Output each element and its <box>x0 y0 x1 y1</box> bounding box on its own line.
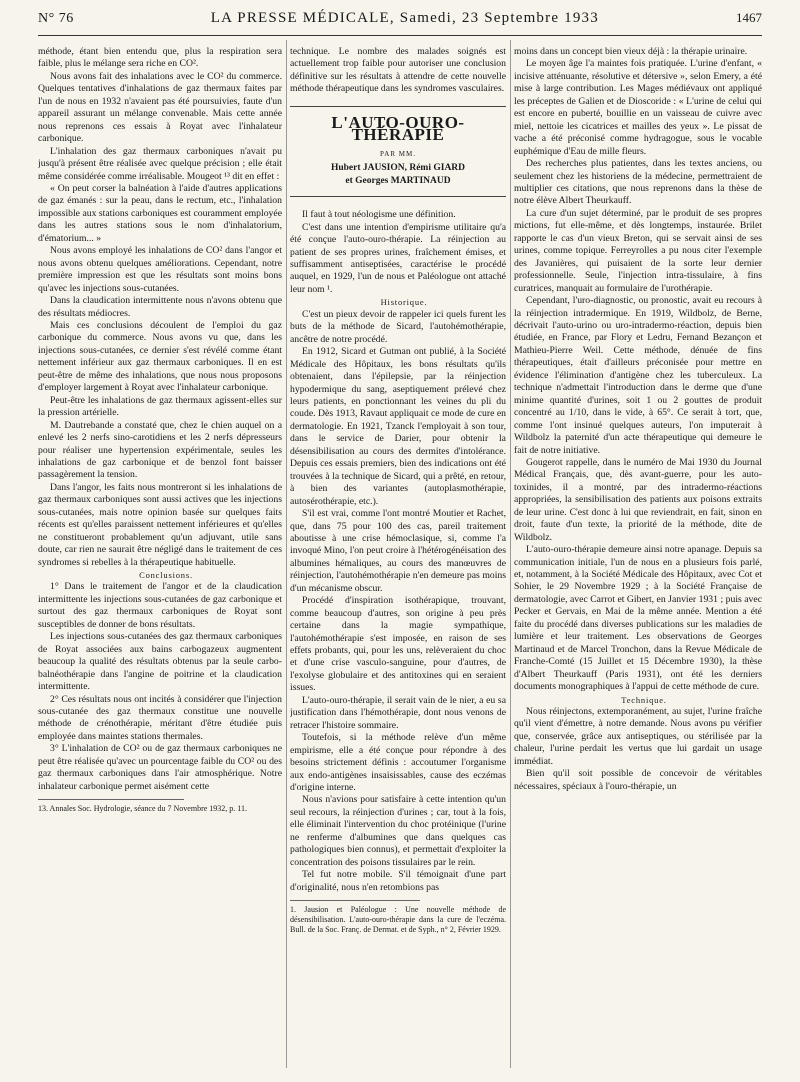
paragraph: 3° L'inhalation de CO² ou de gaz thermaux carboniques ne peut être réalisée qu'avec un pourcentage faible du CO² ou des gaz thermaux carboniques dans l'air atmosphérique. Notre inhalateur carbonique permet aisément cette <box>38 743 282 792</box>
paragraph: Tel fut notre mobile. S'il témoignait d'une part d'originalité, nous n'en retombions pas <box>290 869 506 893</box>
column-2 <box>290 46 506 1064</box>
paragraph: Nous avons fait des inhalations avec le CO² du commerce. Quelques tentatives d'inhalations de gaz thermaux faites par l'un de nous en 1932 n'avaient pas été poursuivies, faute d'un appareil assurant un mélange convenable. Mais cette année nous reprenons ces essais à Royat avec l'inhalateur carbonique. <box>38 70 282 145</box>
paragraph: Les injections sous-cutanées des gaz thermaux carboniques de Royat associées aux bains carbogazeux augmentent beaucoup la qualité des résultats obtenus par la seule carbo-balnéothérapie dans l'angine de poitrine et la claudication intermittente. <box>38 631 282 693</box>
paragraph: Dans l'angor, les faits nous montreront si les inhalations de gaz thermaux carboniques sont aussi actives que les injections sous-cutanées, mais notre opinion basée sur quelques faits récents est qu'elles paraissent nettement inférieures et qu'elles ne constitueront probablement qu'un adjuvant, utile sans doute, car rien ne saurait être négligé dans le traitement de ces syndromes si rebelles à la thérapeutique habituelle. <box>38 481 282 568</box>
paragraph: Le moyen âge l'a maintes fois pratiquée. L'urine d'enfant, « incisive atténuante, résolutive et détersive », selon Emery, a été mise à large contribution. Les Mages médiévaux ont appliqué les préceptes de Galien et de Dioscoride : « L'urine de celui qui est encore en puberté, bouillie en un vaisseau de cuivre avec miel, nettoie les cicatrices et mailles des yeux ». Le pissat de vache a été préconisé comme hydragogue, sous le vocable euphémique d'Eau de mille fleurs. <box>514 58 762 157</box>
paragraph: L'auto-ouro-thérapie demeure ainsi notre apanage. Depuis sa communication initiale, l'un de nous en a plusieurs fois parlé, et, notamment, à la Société Médicale des Hôpitaux, avec Cot et Sohier, le 29 Novembre 1929 ; à la Société Française de dermatologie, avec Carrot et Gibert, en Janvier 1931 ; puis avec Pecker et Gervais, en Mai de la même année. Mention a été faite du procédé dans diverses publications sur les maladies de lumière et leur traitement. Les observations de Georges Martinaud et de Marcel Tronchon, dans la Revue Médicale de Franche-Comté (15 Juillet et 15 Décembre 1930), la thèse d'Albert Theurkauff (Paris 1931), ont été les derniers documents monographiques à l'appui de cette méthode de cure. <box>514 544 762 693</box>
paragraph: Nous réinjectons, extemporanément, au sujet, l'urine fraîche qu'il vient d'émettre, à notre demande. Nous avons pu vérifier que, conservée, grâce aux antiseptiques, ou stérilisée par la chaleur, l'urine perdait les vertus que lui gardait un usage immédiat. <box>514 706 762 767</box>
paragraph: L'auto-ouro-thérapie, il serait vain de le nier, a eu sa justification dans l'hémothérapie, dont nous venons de retracer l'histoire sommaire. <box>290 694 506 731</box>
footnote-rule <box>290 900 420 901</box>
paragraph: moins dans un concept bien vieux déjà : la thérapie urinaire. <box>514 46 748 57</box>
quote-paragraph: « On peut corser la balnéation à l'aide d'autres applications de gaz émanés : sur la peau, dans le rectum, etc., l'inhalation impossible aux stations carboniques est couramment employée dans les autres stations sous le nom d'inhalatorium, d'ématorium... » <box>38 182 282 244</box>
paragraph: Gougerot rappelle, dans le numéro de Mai 1930 du Journal Médical Français, que, dès avant-guerre, pour les auto-toxinides, il a montré, par des intradermo-réactions appropriées, la sensibilisation des patients aux poisons extraits de leur urine. C'est donc à lui que reviendrait, en fait, sinon en droit, faute d'un texte, la priorité de la méthode, dite de Wildbolz. <box>514 456 762 543</box>
paragraph: L'inhalation des gaz thermaux carboniques n'avait pu jusqu'à présent être réalisée avec quelque précision ; elle était même considérée comme irréalisable. Mougeot ¹³ dit en effet : <box>38 145 282 182</box>
paragraph: Procédé d'inspiration isothérapique, trouvant, comme beaucoup d'autres, son origine à peu près certaine dans la magie sympathique, l'autohémothérapie s'est imposée, en raison de ses effets probants, qui, pour les uns, relèveraient du choc et d'une crise vasculo-sanguine, pour d'autres, de l'exolyse globulaire et des antitoxines qui en seraient issues. <box>290 595 506 694</box>
section-heading-historique: Historique. <box>380 297 428 308</box>
section-heading-conclusions: Conclusions. <box>139 570 193 581</box>
paragraph: S'il est vrai, comme l'ont montré Moutier et Rachet, que, dans 75 pour 100 des cas, pareil traitement aboutisse à une crise hémoclasique, si, comme l'a invoqué Mino, l'on peut croire à l'hétérogénéisation des albumines hémaliques, au cours des manœuvres de réinjection, l'autohémothérapie n'en demeure pas moins d'un mécanisme obscur. <box>290 508 506 594</box>
paragraph: 1° Dans le traitement de l'angor et de la claudication intermittente les injections sous-cutanées de gaz carbonique et surtout des gaz thermaux carboniques de Royat sont susceptibles de donner de bons résultats. <box>38 581 282 630</box>
paragraph: Toutefois, si la méthode relève d'un même empirisme, elle a été conçue pour répondre à des besoins strictement définis : accoutumer l'organisme aux endo-antigènes insaisissables, cause des eczémas d'origine interne. <box>290 732 506 794</box>
paragraph: Mais ces conclusions découlent de l'emploi du gaz carbonique du commerce. Nous avons vu que, dans les injections sous-cutanées, ce dernier s'est révélé comme étant nettement inférieur aux gaz thermaux carboniques. Il en est peut-être de même des inhalations, que nous nous proposons d'employer largement à Royat avec l'inhalateur carbonique. <box>38 319 282 394</box>
paragraph: Nous n'avions pour satisfaire à cette intention qu'un seul recours, la réinjection d'urines ; car, tout à la fois, elle éliminait l'intervention du choc protéinique (l'urine ne renferme d'albumines que dans quelques cas pathologiques bien connus), et permettait d'exploiter la concentration des poisons tissulaires par le rein. <box>290 794 506 868</box>
paragraph: Bien qu'il soit possible de concevoir de véritables nécessaires, spéciaux à l'ouro-thérapie, un <box>514 768 762 792</box>
article-title: L'AUTO-OURO-THÉRAPIE <box>331 112 465 145</box>
paragraph: technique. Le nombre des malades soignés est actuellement trop faible pour autoriser une conclusion définitive sur les résultats à attendre de cette nouvelle méthode thérapeutique dans les syndromes vasculaires. <box>290 46 506 95</box>
paragraph: 2° Ces résultats nous ont incités à considérer que l'injection sous-cutanée des gaz thermaux constitue une nouvelle méthode de crénothérapie, méritant d'être étudiée puis employée dans maintes stations thermales. <box>38 693 282 742</box>
paragraph: En 1912, Sicard et Gutman ont publié, à la Société Médicale des Hôpitaux, les bons résultats qu'ils obtenaient, dans l'épilepsie, par la réinjection hypodermique du sang, aseptiquement prélevé chez leurs patients, en ponctionnant les veines du pli du coude. Dès 1913, Ravaut appliquait ce mode de cure en dermatologie. En 1921, Tzanck l'employait à son tour, dans le service de Darier, pour obtenir la désensibilisation au cours des dermites d'intolérance. Depuis ces essais premiers, bien des indications ont été trouvées à la technique de Sicard, qui a prêté, en retour, à bien des variantes (autoplasmothérapie, autosérothérapie, etc.). <box>290 346 506 507</box>
paragraph: C'est dans une intention d'empirisme utilitaire qu'a été conçue l'auto-ouro-thérapie. La réinjection au patient de ses propres urines, fraîchement émises, et suffisamment antiseptisées, caractérise le procédé auquel, en 1929, l'un de nous et Paléologue ont attaché leur nom ¹. <box>290 221 506 295</box>
paragraph: méthode, étant bien entendu que, plus la respiration sera faible, plus le mélange sera riche en CO². <box>38 46 282 70</box>
header-rule <box>38 35 762 36</box>
page-number: 1467 <box>736 10 762 25</box>
footnote: 13. Annales Soc. Hydrologie, séance du 7 Novembre 1932, p. 11. <box>38 804 247 814</box>
column-divider <box>286 40 287 1068</box>
paragraph: C'est un pieux devoir de rappeler ici quels furent les buts de la méthode de Sicard, l'autohémothérapie, ancêtre de notre procédé. <box>290 308 506 345</box>
paragraph: La cure d'un sujet déterminé, par le produit de ses propres mictions, fut elle-même, et dès longtemps, instaurée. Brilet rapporte le cas d'un vieux Breton, qui se servait ainsi de ses urines, comme topique. Ferreyrolles a pu nous citer l'exemple des Javanières, qui puisaient de la sorte leur dernier professionnelle. Seule, l'injection intra-tissulaire, à fins curatrices, manquait au formulaire de l'urothérapie. <box>514 207 762 294</box>
article-authors: Hubert JAUSION, Rémi GIARD <box>330 163 466 174</box>
article-header <box>290 106 506 197</box>
paragraph: Peut-être les inhalations de gaz thermaux agissent-elles sur la pression artérielle. <box>38 394 282 419</box>
paragraph: Il faut à tout néologisme une définition. <box>302 209 456 221</box>
column-divider <box>510 40 511 1068</box>
journal-title: LA PRESSE MÉDICALE, Samedi, 23 Septembre 1933 <box>210 10 599 26</box>
column-1 <box>38 46 282 1064</box>
column-3 <box>514 46 762 1064</box>
footnote-rule <box>38 799 184 800</box>
running-head <box>38 10 762 34</box>
article-byline-prefix: PAR MM. <box>380 149 416 158</box>
paragraph: Des recherches plus patientes, dans les textes anciens, ou seulement chez les historiens de la médecine, permettraient de multiplier ces citations, que nous reprenons dans la thèse de notre élève Albert Theurkauff. <box>514 158 762 207</box>
section-heading-technique: Technique. <box>621 694 667 705</box>
article-authors: et Georges MARTINAUD <box>345 176 451 187</box>
paragraph: Dans la claudication intermittente nous n'avons obtenu que des résultats médiocres. <box>38 295 282 319</box>
issue-number: N° 76 <box>38 11 74 26</box>
paragraph: Cependant, l'uro-diagnostic, ou pronostic, avait eu recours à la réinjection intradermique. En 1919, Wildbolz, de Berne, décrivait l'auto-urino ou uro-intradermo-réaction, depuis bien étudiée, en France, par Flory et Ledru, Fernand Bezançon et Mathieu-Pierre Weil. Cette méthode, dénuée de fins thérapeutiques, était d'ailleurs préconisée pour mettre en évidence l'élimination d'antigène chez les tuberculeux. La technique n'admettait l'introduction dans le derme que d'une minime quantité d'urines, soit 1 ou 2 gouttes de produit concentré au 1/10, dans le vide, à 65°. Ce serait à tort, que, comme l'ont insinué quelques auteurs, l'on imputerait à Wildbolz la paternité d'un acte thérapeutique qui demeure le fait de notre initiative. <box>514 295 762 456</box>
paragraph: Nous avons employé les inhalations de CO² dans l'angor et nous avons obtenu quelques améliorations. Cependant, notre première impression est que les résultats sont moins bons qu'avec les injections sous-cutanées. <box>38 245 282 294</box>
paragraph: M. Dautrebande a constaté que, chez le chien auquel on a enlevé les 2 nerfs sino-carotidiens et les 2 nerfs dépresseurs pour réaliser une hypertension expérimentale, seules les inhalations de gaz carbonique et de benzol font baisser passagèrement la tension. <box>38 419 282 481</box>
footnote: 1. Jausion et Paléologue : Une nouvelle méthode de désensibilisation. L'auto-ouro-thérapie dans la cure de l'eczéma. Bull. de la Soc. Franç. de Dermat. et de Syph., n° 2, Février 1929. <box>290 905 506 935</box>
